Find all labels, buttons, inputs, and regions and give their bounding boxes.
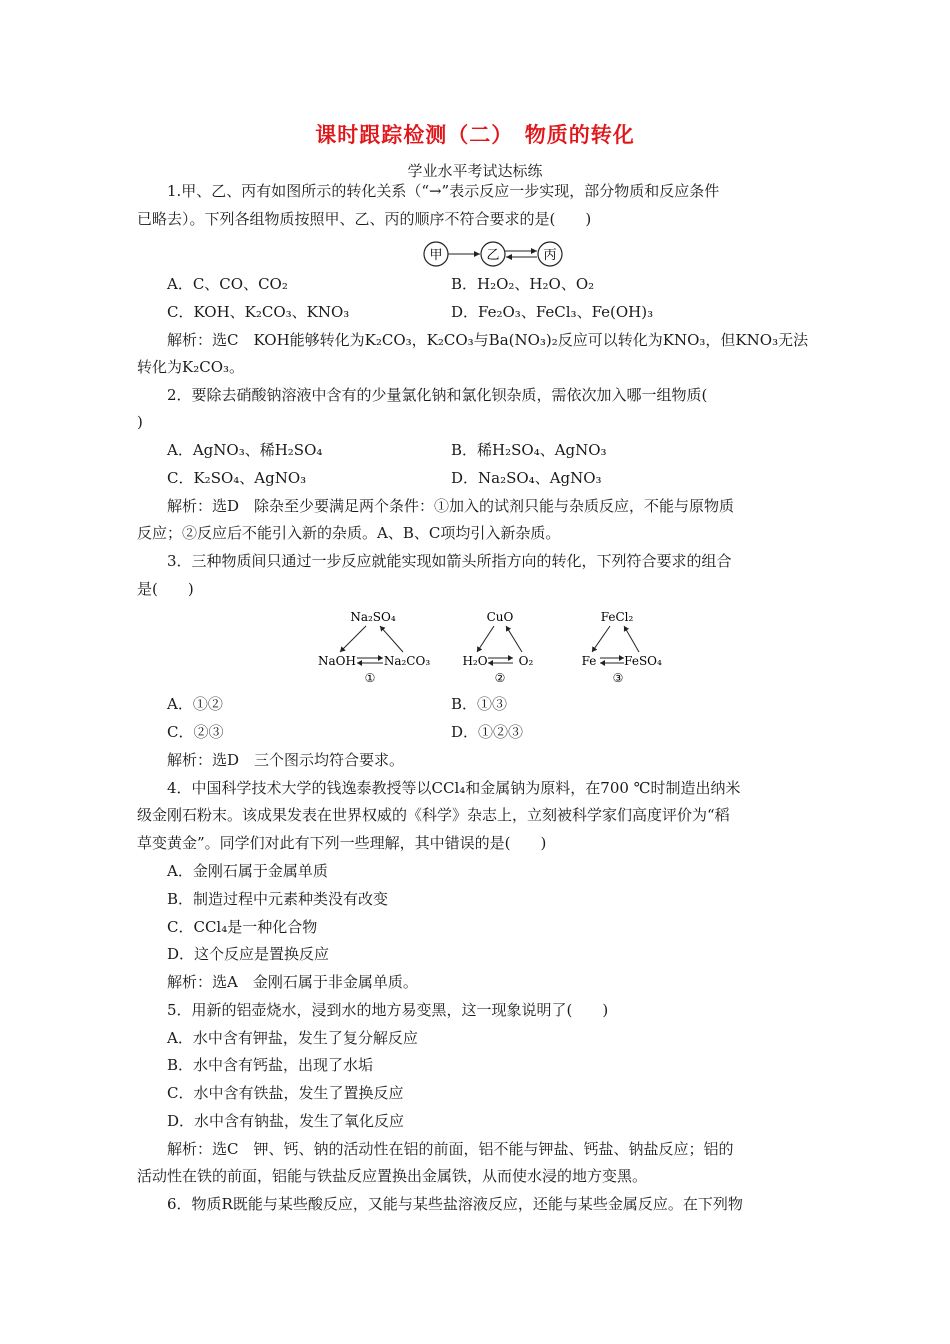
q2-option-c: C．K₂SO₄、AgNO₃ [167,469,307,487]
q2-option-b: B．稀H₂SO₄、AgNO₃ [451,441,607,459]
q3-answer: 解析：选D 三个图示均符合要求。 [167,751,405,769]
d2-top: CuO [486,610,514,624]
d3-top: FeCl₂ [600,610,634,624]
d1-arrow-right-top [380,626,403,652]
q4-stem-line-1: 4．中国科学技术大学的钱逸泰教授等以CCl₄和金属钠为原料，在700 ℃时制造出纳米 [167,779,741,797]
q2-stem-line-2: ) [137,413,143,431]
q3-stem-line-1: 3．三种物质间只通过一步反应就能实现如箭头所指方向的转化，下列符合要求的组合 [167,552,732,570]
q2-option-d: D．Na₂SO₄、AgNO₃ [451,469,602,487]
diagram-1 [318,610,430,685]
d1-arrow-top-left [340,626,366,652]
q5-stem: 5．用新的铝壶烧水，浸到水的地方易变黑，这一现象说明了( ) [167,1001,609,1019]
q3-transformation-diagrams [300,604,680,686]
q3-stem-line-2: 是( ) [137,580,194,598]
d2-arrow-top-left [477,626,494,652]
q1-option-b: B．H₂O₂、H₂O、O₂ [451,275,595,293]
node-jia: 甲 [429,248,443,263]
q1-stem-line-1: 1.甲、乙、丙有如图所示的转化关系（“→”表示反应一步实现，部分物质和反应条件 [167,182,720,200]
page-title: 课时跟踪检测（二） 物质的转化 [315,123,635,147]
d1-top: Na₂SO₄ [350,610,396,624]
q1-option-d: D．Fe₂O₃、FeCl₃、Fe(OH)₃ [451,303,654,321]
q3-option-a: A．①② [167,695,223,713]
q5-option-b: B．水中含有钙盐，出现了水垢 [167,1056,374,1074]
q4-stem-line-2: 级金刚石粉末。该成果发表在世界权威的《科学》杂志上，立刻被科学家们高度评价为“稻 [137,806,730,824]
d2-left: H₂O [462,654,488,668]
q5-answer-line-1: 解析：选C 钾、钙、钠的活动性在铝的前面，铝不能与钾盐、钙盐、钠盐反应；铝的 [167,1140,734,1158]
q1-option-a: A．C、CO、CO₂ [167,275,288,293]
d2-right: O₂ [518,654,534,668]
q2-answer-line-2: 反应；②反应后不能引入新的杂质。A、B、C项均引入新杂质。 [137,524,561,542]
q4-option-a: A．金刚石属于金属单质 [167,862,328,880]
d3-arrow-top-left [592,626,610,652]
diagram-3 [582,610,662,685]
q4-answer: 解析：选A 金刚石属于非金属单质。 [167,973,418,991]
q1-answer-line-1: 解析：选C KOH能够转化为K₂CO₃，K₂CO₃与Ba(NO₃)₂反应可以转化为KNO₃，但KNO₃无法 [167,331,809,349]
q2-answer-line-1: 解析：选D 除杂至少要满足两个条件：①加入的试剂只能与杂质反应，不能与原物质 [167,497,735,515]
q4-option-c: C．CCl₄是一种化合物 [167,918,318,936]
diagram-2 [462,610,533,685]
d3-arrow-right-top [624,626,639,652]
q1-transformation-diagram [418,238,568,270]
q1-option-c: C．KOH、K₂CO₃、KNO₃ [167,303,350,321]
q5-option-c: C．水中含有铁盐，发生了置换反应 [167,1084,404,1102]
q5-option-d: D．水中含有钠盐，发生了氧化反应 [167,1112,405,1130]
d3-right: FeSO₄ [624,654,662,668]
q2-option-a: A．AgNO₃、稀H₂SO₄ [167,441,323,459]
node-yi: 乙 [486,248,500,263]
d3-left: Fe [581,654,597,668]
q4-option-d: D．这个反应是置换反应 [167,945,330,963]
d1-number: ① [364,671,376,685]
d2-arrow-right-top [506,626,522,652]
d1-right: Na₂CO₃ [383,654,431,668]
q1-stem-line-2: 已略去）。下列各组物质按照甲、乙、丙的顺序不符合要求的是( ) [137,210,592,228]
q4-option-b: B．制造过程中元素种类没有改变 [167,890,389,908]
q2-stem-line-1: 2．要除去硝酸钠溶液中含有的少量氯化钠和氯化钡杂质，需依次加入哪一组物质( [167,386,708,404]
q6-stem-line-1: 6．物质R既能与某些酸反应，又能与某些盐溶液反应，还能与某些金属反应。在下列物 [167,1195,743,1213]
q3-option-b: B．①③ [451,695,508,713]
q1-answer-line-2: 转化为K₂CO₃。 [137,358,245,376]
section-subtitle: 学业水平考试达标练 [407,162,543,180]
d3-number: ③ [612,671,624,685]
q5-option-a: A．水中含有钾盐，发生了复分解反应 [167,1029,418,1047]
node-bing: 丙 [543,248,557,263]
q4-stem-line-3: 草变黄金”。同学们对此有下列一些理解，其中错误的是( ) [137,834,547,852]
d1-left: NaOH [318,654,356,668]
q5-answer-line-2: 活动性在铁的前面，铝能与铁盐反应置换出金属铁，从而使水浸的地方变黑。 [137,1167,648,1185]
q3-option-d: D．①②③ [451,723,524,741]
d2-number: ② [494,671,506,685]
q3-option-c: C．②③ [167,723,224,741]
